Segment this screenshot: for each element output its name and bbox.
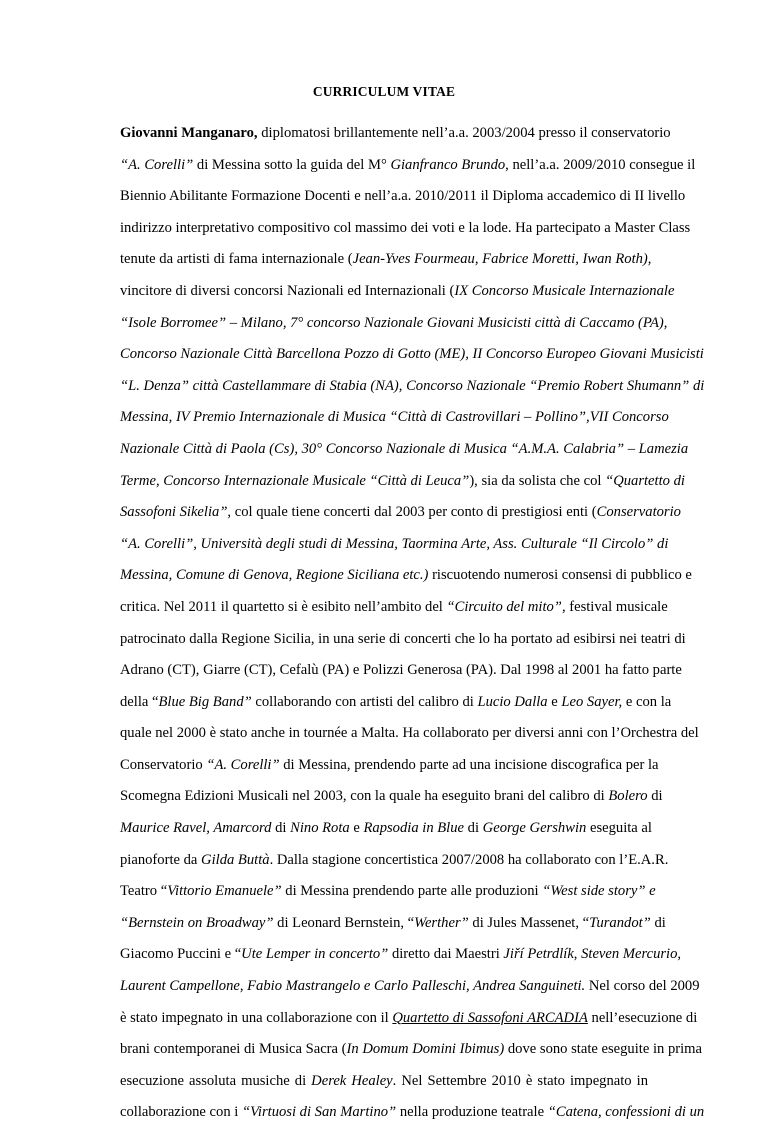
text-run: diplomatosi brillantemente nell’a.a. 2003/2004 presso il conservatorio: [257, 125, 671, 141]
cv-paragraph: [120, 118, 705, 1129]
text-run: Biennio Abilitante Formazione Docenti e nell’a.a. 2010/2011 il Diploma accademico di II livello: [120, 188, 686, 205]
italic-text: Bolero: [608, 788, 648, 805]
italic-text: Concorso Nazionale Città Barcellona Pozzo di Gotto (ME), II Concorso Europeo Giovani Musicisti: [120, 346, 704, 363]
italic-text: “Catena, confessioni di un: [547, 1104, 705, 1121]
italic-text: “West side story” e: [542, 883, 656, 900]
text-run: di Leonard Bernstein, “: [273, 914, 415, 931]
italic-text: George Gershwin: [482, 820, 587, 837]
text-line: [120, 118, 671, 150]
text-run: e con la: [622, 693, 672, 710]
text-run: Giacomo Puccini e “: [120, 946, 242, 963]
text-run: Nel corso del 2009: [585, 978, 700, 995]
text-run: eseguita al: [586, 820, 652, 837]
text-line: [120, 1066, 648, 1098]
text-run: è stato impegnato in una collaborazione con il: [120, 1009, 393, 1026]
text-run: di: [647, 788, 663, 805]
italic-text: “Virtuosi di San Martino”: [241, 1104, 397, 1121]
text-run: col quale tiene concerti dal 2003 per conto di prestigiosi enti (: [231, 504, 597, 521]
italic-text: Turandot”: [589, 914, 651, 931]
italic-text: “Quartetto di: [605, 472, 685, 489]
text-run: nella produzione teatrale: [396, 1104, 548, 1121]
italic-text: Gianfranco Brundo: [390, 156, 506, 173]
italic-text: Quartetto di Sassofoni ARCADIA: [392, 1009, 588, 1026]
text-line: [120, 560, 692, 592]
text-run: e: [349, 820, 364, 837]
text-line: [120, 276, 675, 308]
italic-text: “A. Corelli”: [206, 756, 280, 773]
italic-text: “Bernstein on Broadway”: [120, 914, 274, 931]
text-line: [120, 371, 705, 403]
text-run: vincitore di diversi concorsi Nazionali ed Internazionali (: [120, 282, 455, 299]
italic-text: Conservatorio: [596, 504, 681, 521]
italic-text: Nazionale Città di Paola (Cs), 30° Concorso Nazionale di Musica “A.M.A. Calabria” – Lamezia: [120, 440, 689, 457]
text-run: ), sia da solista che col: [469, 472, 606, 489]
text-line: [120, 434, 689, 466]
italic-text: In Domum Domini Ibimus): [346, 1041, 505, 1058]
text-line: [120, 813, 652, 845]
text-run: esecuzione assoluta musiche di: [120, 1072, 312, 1089]
text-line: [120, 687, 672, 719]
text-line: [120, 181, 686, 213]
text-line: [120, 876, 656, 908]
text-run: di Jules Massenet, “: [468, 914, 590, 931]
text-run: Conservatorio: [120, 756, 207, 773]
italic-text: “L. Denza” città Castellammare di Stabia (NA), Concorso Nazionale “Premio Robert Shumann” di: [120, 377, 705, 394]
text-run: , festival musicale: [561, 598, 668, 615]
text-run: riscuotendo numerosi consensi di pubblico e: [428, 567, 692, 584]
italic-text: “A. Corelli”, Università degli studi di Messina, Taormina Arte, Ass. Culturale “Il Circolo” di: [120, 535, 669, 552]
text-run: di: [650, 914, 666, 931]
text-line: [120, 908, 666, 940]
italic-text: Gilda Buttà: [201, 851, 270, 868]
italic-text: Vittorio Emanuele”: [167, 883, 282, 900]
text-line: [120, 655, 682, 687]
text-line: [120, 497, 681, 529]
text-run: della “: [120, 693, 159, 710]
text-run: dove sono state eseguite in prima: [504, 1041, 702, 1058]
text-line: [120, 308, 668, 340]
text-line: [120, 466, 685, 498]
text-run: collaborando con artisti del calibro di: [251, 693, 478, 710]
text-run: di Messina sotto la guida del M°: [193, 156, 391, 173]
text-run: critica. Nel 2011 il quartetto si è esibito nell’ambito del: [120, 598, 447, 615]
text-line: [120, 1034, 702, 1066]
text-run: collaborazione con i: [120, 1104, 242, 1121]
text-run: patrocinato dalla Regione Sicilia, in una serie di concerti che lo ha portato ad esibirsi nei teatri di: [120, 630, 686, 647]
text-line: [120, 339, 704, 371]
text-run: . Dalla stagione concertistica 2007/2008 ha collaborato con l’E.A.R.: [269, 851, 669, 868]
text-run: Teatro “: [120, 883, 168, 900]
text-run: di: [464, 820, 483, 837]
text-line: [120, 1097, 705, 1129]
italic-text: Nino Rota: [290, 820, 350, 837]
text-line: [120, 213, 691, 245]
italic-text: Leo Sayer,: [561, 693, 623, 710]
italic-text: Laurent Campellone, Fabio Mastrangelo e Carlo Palleschi, Andrea Sanguineti.: [120, 978, 586, 995]
text-line: [120, 592, 668, 624]
text-line: [120, 244, 652, 276]
italic-text: Messina, IV Premio Internazionale di Musica “Città di Castrovillari – Pollino”,VII Concorso: [120, 409, 669, 426]
italic-text: Maurice Ravel, Amarcord: [120, 820, 272, 837]
document-title: CURRICULUM VITAE: [312, 84, 456, 99]
text-line: [120, 402, 669, 434]
text-run: , nell’a.a. 2009/2010 consegue il: [505, 156, 696, 173]
text-run: diretto dai Maestri: [388, 946, 504, 963]
text-line: [120, 781, 663, 813]
italic-text: “Circuito del mito”: [446, 598, 562, 615]
text-run: quale nel 2000 è stato anche in tournée a Malta. Ha collaborato per diversi anni con l’Orchestra del: [120, 725, 699, 742]
italic-text: Messina, Comune di Genova, Regione Siciliana etc.): [120, 567, 429, 584]
text-run: di: [271, 820, 291, 837]
text-run: nell’esecuzione di: [587, 1009, 698, 1026]
italic-text: Jean-Yves Fourmeau, Fabrice Moretti, Iwan Roth),: [352, 251, 652, 268]
italic-text: Sassofoni Sikelia”,: [120, 504, 232, 521]
text-run: Scomegna Edizioni Musicali nel 2003, con la quale ha eseguito brani del calibro di: [120, 788, 609, 805]
text-run: indirizzo interpretativo compositivo col massimo dei voti e la lode. Ha partecipato a Master Class: [120, 219, 691, 236]
italic-text: Werther”: [414, 914, 469, 931]
text-line: [120, 529, 669, 561]
text-run: di Messina, prendendo parte ad una incisione discografica per la: [279, 756, 659, 773]
text-run: pianoforte da: [120, 851, 202, 868]
text-line: [120, 939, 682, 971]
italic-text: Lucio Dalla: [477, 693, 548, 710]
text-line: [120, 971, 700, 1003]
text-run: . Nel Settembre 2010 è stato impegnato in: [392, 1072, 648, 1089]
text-line: [120, 750, 659, 782]
bold-text: Giovanni Manganaro,: [120, 125, 258, 141]
text-run: e: [547, 693, 562, 710]
text-run: di Messina prendendo parte alle produzioni: [281, 883, 543, 900]
text-line: [120, 718, 699, 750]
italic-text: IX Concorso Musicale Internazionale: [454, 282, 675, 299]
italic-text: Derek Healey: [311, 1072, 393, 1089]
italic-text: Ute Lemper in concerto”: [241, 946, 389, 963]
text-line: [120, 150, 696, 182]
text-line: [120, 845, 669, 877]
text-run: tenute da artisti di fama internazionale (: [120, 251, 353, 268]
italic-text: “Isole Borromee” – Milano, 7° concorso Nazionale Giovani Musicisti città di Caccamo (PA),: [120, 314, 668, 331]
italic-text: Rapsodia in Blue: [363, 820, 465, 837]
italic-text: “A. Corelli”: [120, 156, 194, 173]
italic-text: Blue Big Band”: [158, 693, 252, 710]
text-run: Adrano (CT), Giarre (CT), Cefalù (PA) e Polizzi Generosa (PA). Dal 1998 al 2001 ha fatto parte: [120, 662, 682, 679]
italic-text: Jiří Petrdlík, Steven Mercurio,: [503, 946, 682, 963]
text-run: brani contemporanei di Musica Sacra (: [120, 1041, 347, 1058]
italic-text: Terme, Concorso Internazionale Musicale “Città di Leuca”: [120, 472, 470, 489]
text-line: [120, 624, 686, 656]
text-line: [120, 1003, 698, 1035]
